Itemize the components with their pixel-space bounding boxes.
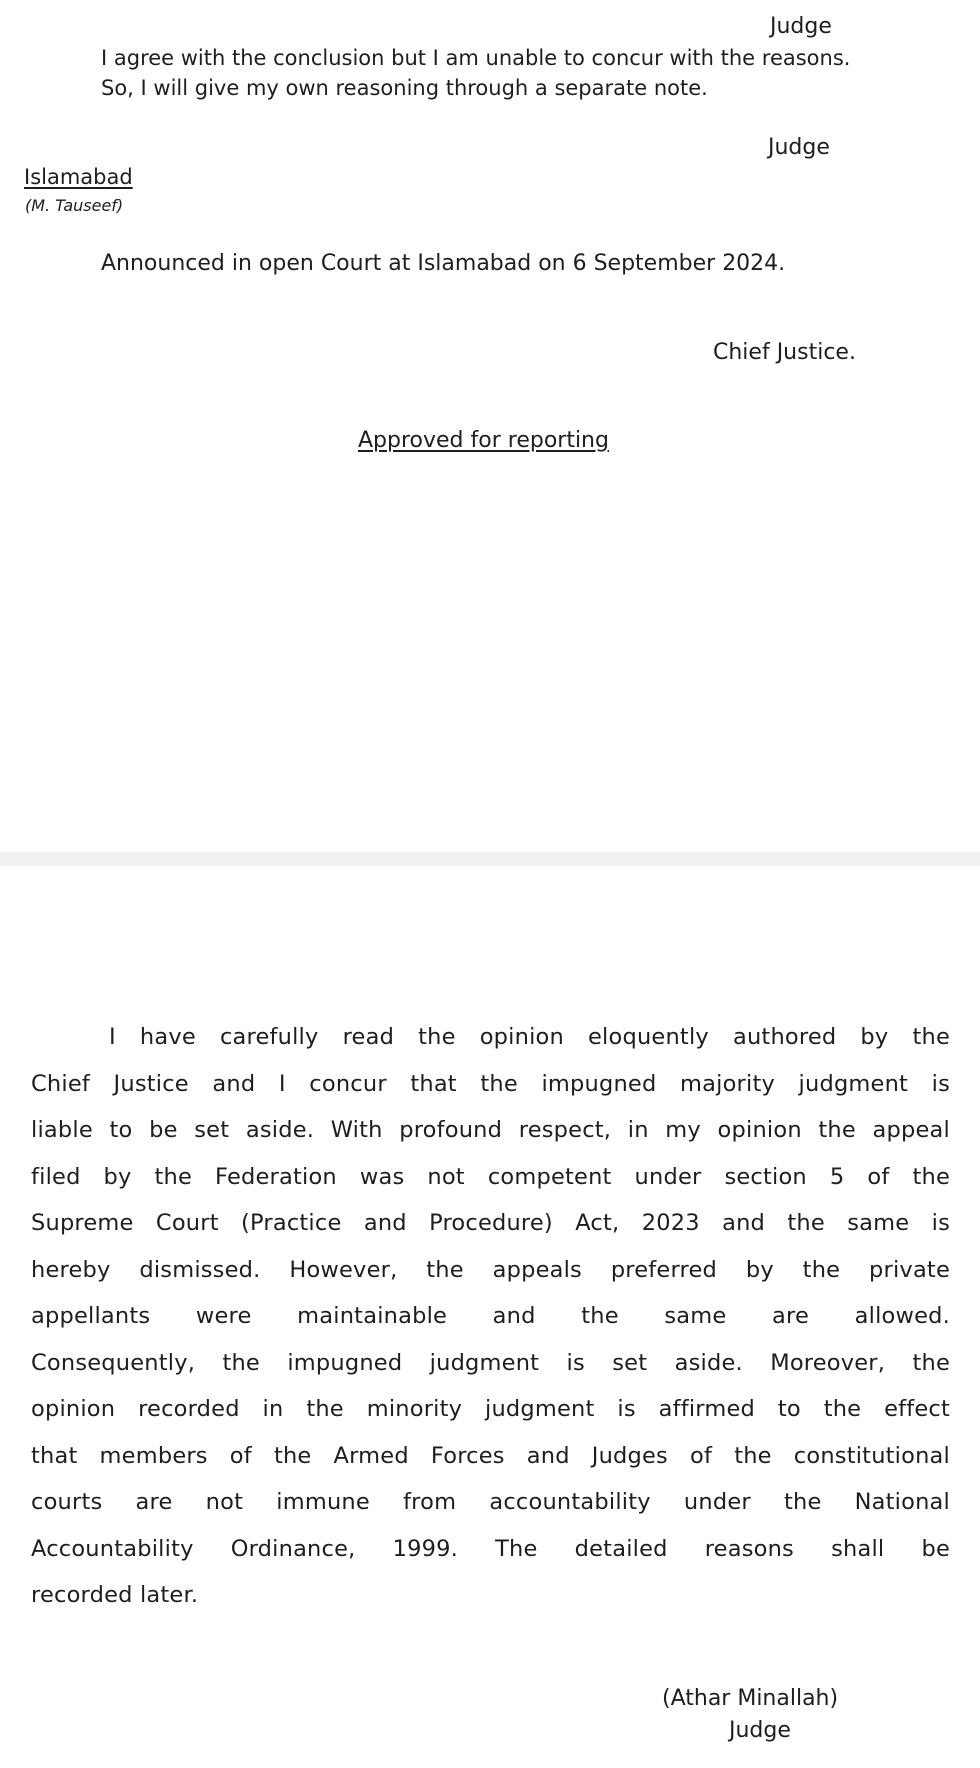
paragraph-line: Consequently, the impugned judgment is set aside. Moreover, the [31,1349,950,1376]
judge-label: Judge [768,135,830,160]
signatory-title: Judge [729,1718,791,1743]
page-separator [0,852,980,866]
paragraph-line: courts are not immune from accountability under the National [31,1489,950,1515]
paragraph-line: Chief Justice and I concur that the impugned majority judgment is [31,1070,950,1097]
clerk-initials: (M. Tauseef) [25,196,124,215]
paragraph-line: opinion recorded in the minority judgment is affirmed to the effect [31,1396,950,1422]
concurrence-note-line: I agree with the conclusion but I am unable to concur with the reasons. [101,46,851,70]
paragraph-line: I have carefully read the opinion eloquently authored by the [109,1024,950,1050]
announcement-line: Announced in open Court at Islamabad on 6 September 2024. [101,251,786,276]
paragraph-line: that members of the Armed Forces and Judges of the constitutional [31,1442,950,1469]
opinion-paragraph [31,1014,950,1619]
paragraph-line: recorded later. [31,1582,199,1608]
paragraph-line: appellants were maintainable and the same are allowed. [31,1303,950,1329]
paragraph-line: liable to be set aside. With profound respect, in my opinion the appeal [31,1117,950,1143]
paragraph-line: Accountability Ordinance, 1999. The detailed reasons shall be [31,1535,950,1562]
paragraph-line: hereby dismissed. However, the appeals preferred by the private [31,1256,950,1283]
judge-label: Judge [770,14,832,39]
paragraph-line: Supreme Court (Practice and Procedure) Act, 2023 and the same is [31,1210,950,1236]
concurrence-note-line: So, I will give my own reasoning through a separate note. [101,76,708,100]
place-label: Islamabad [24,165,133,189]
signatory-name: (Athar Minallah) [662,1686,839,1711]
approved-for-reporting: Approved for reporting [358,428,609,453]
chief-justice-label: Chief Justice. [713,340,856,365]
paragraph-line: filed by the Federation was not competent under section 5 of the [31,1163,950,1190]
